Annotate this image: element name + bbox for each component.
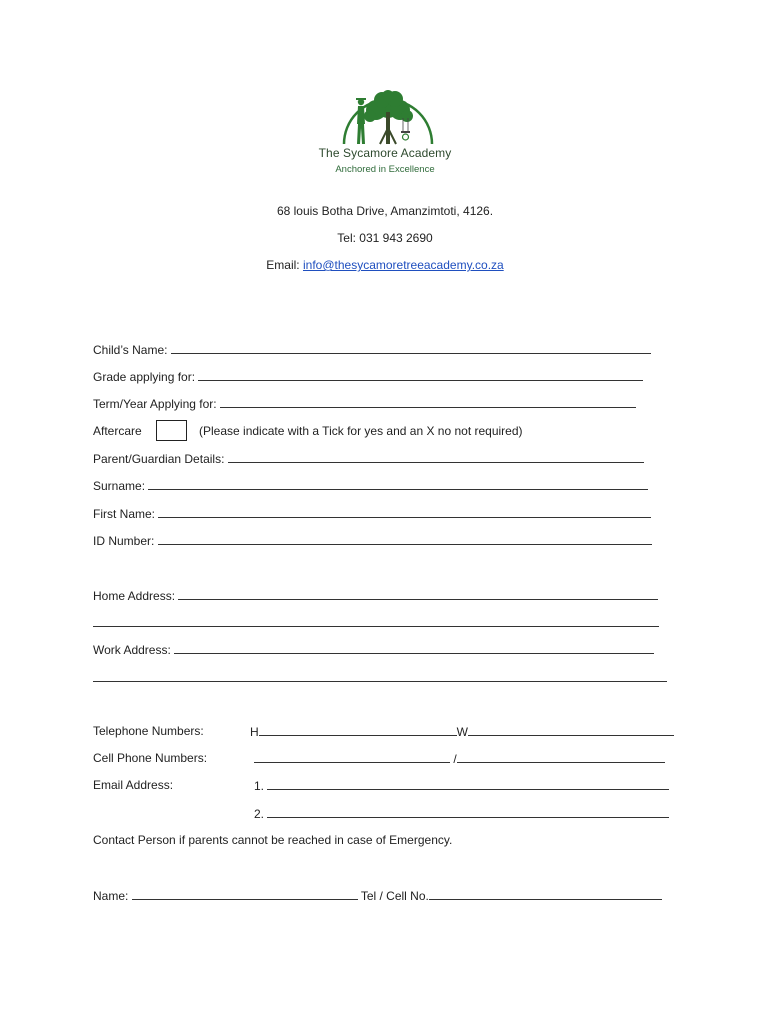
id-number-label: ID Number: (93, 534, 155, 548)
tel-home-field[interactable] (259, 723, 457, 736)
parent-details-row (93, 450, 644, 467)
grade-row (93, 368, 643, 385)
surname-field[interactable] (148, 477, 648, 490)
brand-name: The Sycamore Academy (318, 146, 452, 160)
email-1-row (254, 777, 669, 794)
parent-details-field[interactable] (228, 450, 644, 463)
email-2-row (254, 805, 669, 822)
aftercare-checkbox[interactable] (156, 420, 187, 441)
school-address: 68 louis Botha Drive, Amanzimtoti, 4126. (276, 204, 494, 218)
work-address-row-2 (93, 669, 667, 686)
cell-label: Cell Phone Numbers: (93, 751, 208, 765)
tel-work-field[interactable] (468, 723, 674, 736)
surname-row (93, 477, 648, 494)
sycamore-tree-logo-icon (330, 88, 446, 146)
name-label: Name: (93, 889, 129, 903)
work-address-label: Work Address: (93, 643, 171, 657)
first-name-field[interactable] (158, 505, 651, 518)
id-number-field[interactable] (158, 532, 652, 545)
email-label: Email: (266, 258, 303, 272)
surname-label: Surname: (93, 479, 146, 493)
email-address-label: Email Address: (93, 778, 174, 792)
childs-name-label: Child’s Name: (93, 343, 168, 357)
tel-w-label: W (456, 725, 468, 739)
grade-label: Grade applying for: (93, 370, 196, 384)
tel-h-label: H (250, 725, 259, 739)
tel-cell-label: Tel / Cell No. (360, 889, 429, 903)
school-tel: Tel: 031 943 2690 (337, 231, 433, 245)
cell-fields (254, 750, 665, 767)
telephone-label: Telephone Numbers: (93, 724, 204, 738)
brand-tagline: Anchored in Excellence (335, 164, 435, 175)
first-name-row (93, 505, 651, 522)
aftercare-label: Aftercare (93, 424, 142, 438)
term-label: Term/Year Applying for: (93, 397, 217, 411)
emergency-note: Contact Person if parents cannot be reached in case of Emergency. (93, 833, 453, 847)
email-link[interactable]: info@thesycamoretreeacademy.co.za (302, 258, 504, 272)
home-address-field-2[interactable] (93, 614, 659, 627)
grade-field[interactable] (198, 368, 643, 381)
telephone-fields (250, 723, 674, 740)
home-address-label: Home Address: (93, 589, 176, 603)
childs-name-field[interactable] (171, 341, 651, 354)
emergency-contact-row (93, 887, 662, 904)
cell-field-1[interactable] (254, 750, 450, 763)
term-field[interactable] (220, 395, 636, 408)
cell-separator: / (453, 752, 457, 766)
email-1-label: 1. (254, 779, 265, 793)
aftercare-note: (Please indicate with a Tick for yes and an X no not required) (199, 424, 523, 438)
parent-details-label: Parent/Guardian Details: (93, 452, 225, 466)
home-address-row (93, 587, 658, 604)
home-address-field[interactable] (178, 587, 658, 600)
email-2-label: 2. (254, 807, 265, 821)
cell-field-2[interactable] (457, 750, 665, 763)
first-name-label: First Name: (93, 507, 156, 521)
home-address-row-2 (93, 614, 659, 631)
email-1-field[interactable] (267, 777, 669, 790)
work-address-field-2[interactable] (93, 669, 667, 682)
childs-name-row (93, 341, 651, 358)
school-email-line (0, 258, 770, 272)
emergency-name-field[interactable] (132, 887, 358, 900)
id-number-row (93, 532, 652, 549)
email-2-field[interactable] (267, 805, 669, 818)
term-row (93, 395, 636, 412)
emergency-tel-field[interactable] (429, 887, 662, 900)
work-address-row (93, 641, 654, 658)
work-address-field[interactable] (174, 641, 654, 654)
